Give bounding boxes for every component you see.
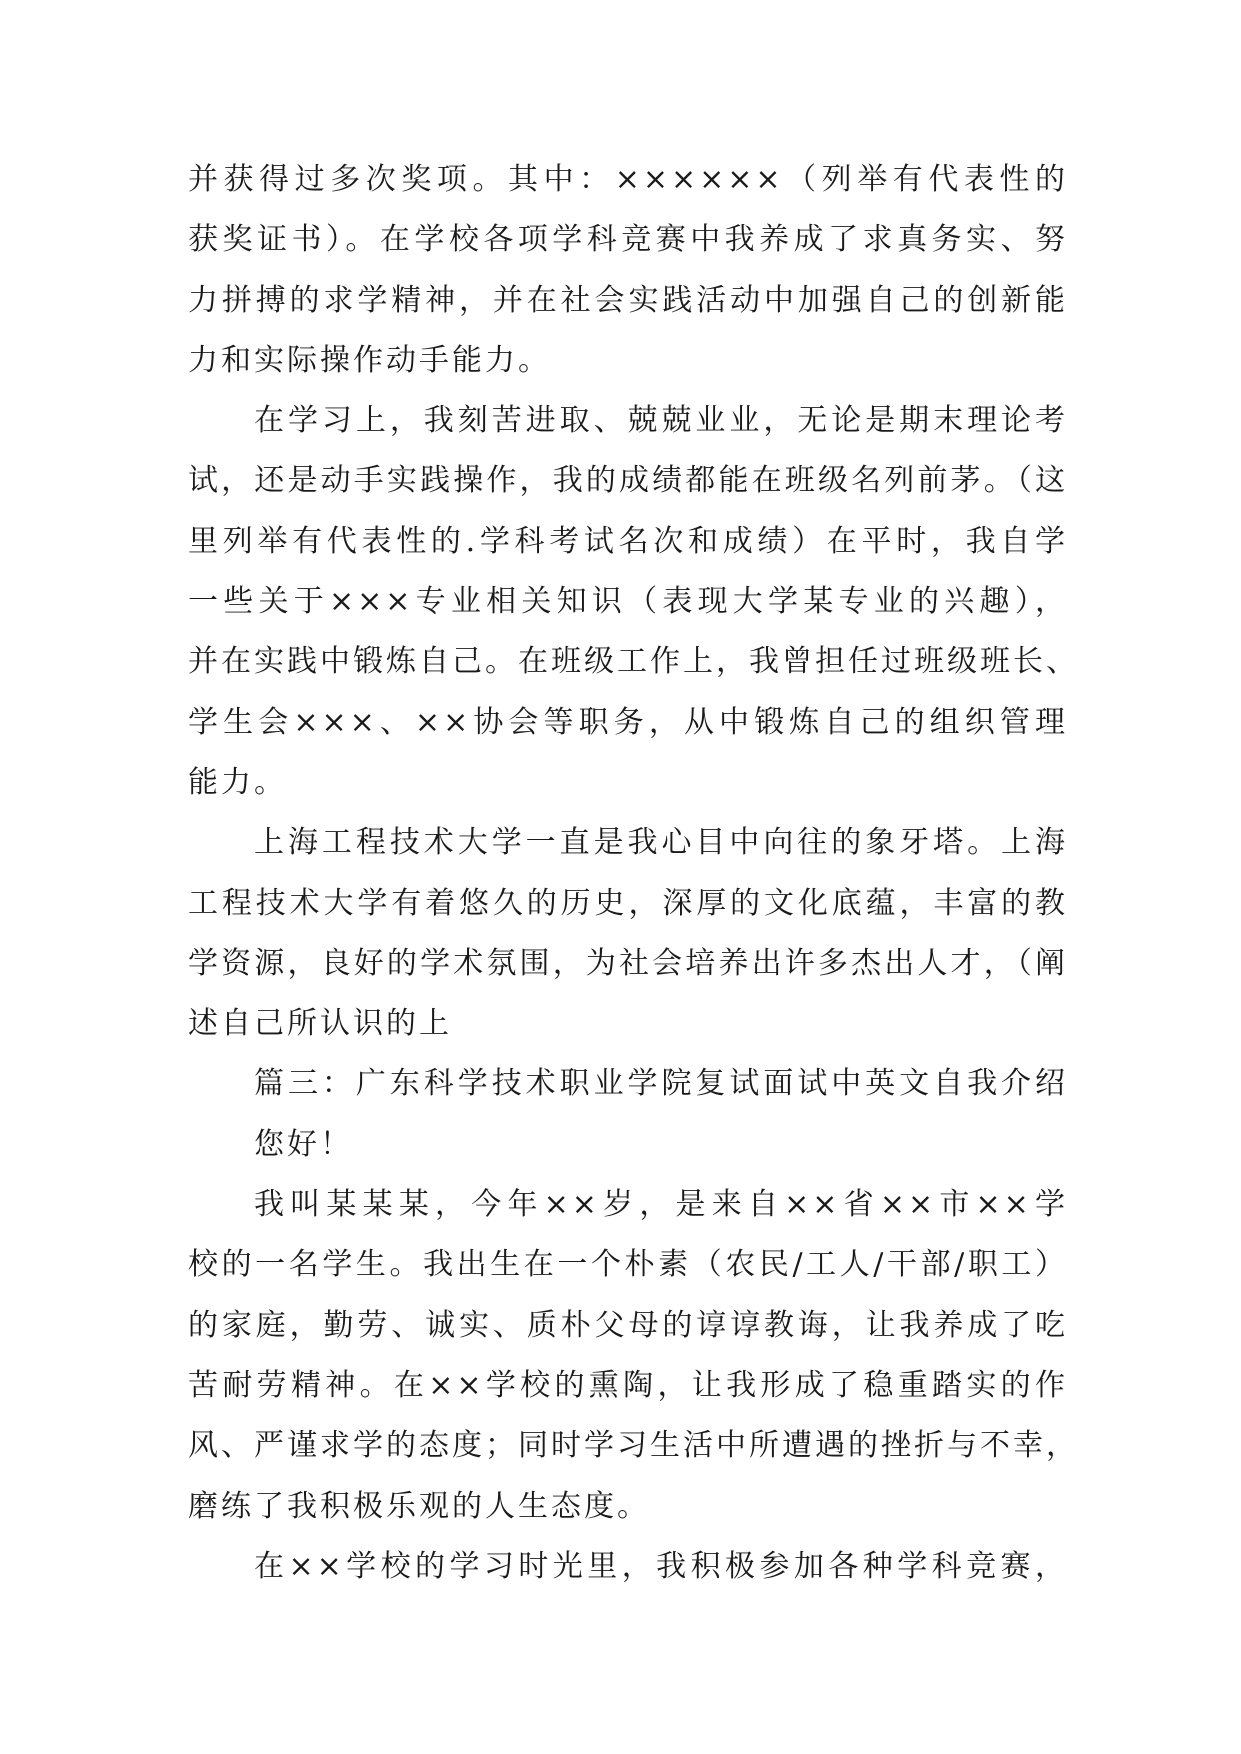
text-line: 力拼搏的求学精神，并在社会实践活动中加强自己的创新能 xyxy=(188,282,1068,318)
text-line: 苦耐劳精神。在××学校的熏陶，让我形成了稳重踏实的作 xyxy=(188,1367,1068,1403)
text-line: 磨练了我积极乐观的人生态度。 xyxy=(188,1488,650,1524)
section-heading: 篇三：广东科学技术职业学院复试面试中英文自我介绍 xyxy=(254,1066,1068,1102)
text-line: 并获得过多次奖项。其中：××××××（列举有代表性的 xyxy=(188,162,1068,197)
text-line: 试，还是动手实践操作，我的成绩都能在班级名列前茅。（这 xyxy=(188,463,1068,499)
text-line: 里列举有代表性的.学科考试名次和成绩）在平时，我自学 xyxy=(188,523,1068,559)
paragraph-start-line: 在学习上，我刻苦进取、兢兢业业，无论是期末理论考 xyxy=(254,403,1068,439)
paragraph-start-line: 上海工程技术大学一直是我心目中向往的象牙塔。上海 xyxy=(254,825,1068,861)
text-line: 述自己所认识的上 xyxy=(188,1006,452,1042)
text-line: 获奖证书）。在学校各项学科竞赛中我养成了求真务实、努 xyxy=(188,222,1068,258)
text-line: 一些关于×××专业相关知识（表现大学某专业的兴趣）， xyxy=(188,584,1068,620)
document-body xyxy=(188,150,1079,1597)
text-line: 力和实际操作动手能力。 xyxy=(188,342,551,378)
text-line: 风、严谨求学的态度；同时学习生活中所遭遇的挫折与不幸， xyxy=(188,1428,1079,1464)
paragraph-start-line: 在××学校的学习时光里，我积极参加各种学科竞赛， xyxy=(254,1548,1068,1584)
text-line: 学生会×××、××协会等职务，从中锻炼自己的组织管理 xyxy=(188,704,1068,740)
text-line: 能力。 xyxy=(188,764,287,800)
text-line: 学资源，良好的学术氛围，为社会培养出许多杰出人才，（阐 xyxy=(188,945,1068,981)
text-line: 的家庭，勤劳、诚实、质朴父母的谆谆教诲，让我养成了吃 xyxy=(188,1307,1068,1343)
text-line: 工程技术大学有着悠久的历史，深厚的文化底蕴，丰富的教 xyxy=(188,885,1068,921)
greeting-line: 您好！ xyxy=(254,1126,353,1162)
text-line: 校的一名学生。我出生在一个朴素（农民/工人/干部/职工） xyxy=(188,1247,1068,1283)
paragraph-start-line: 我叫某某某，今年××岁，是来自××省××市××学 xyxy=(254,1187,1068,1223)
text-line: 并在实践中锻炼自己。在班级工作上，我曾担任过班级班长、 xyxy=(188,644,1079,680)
